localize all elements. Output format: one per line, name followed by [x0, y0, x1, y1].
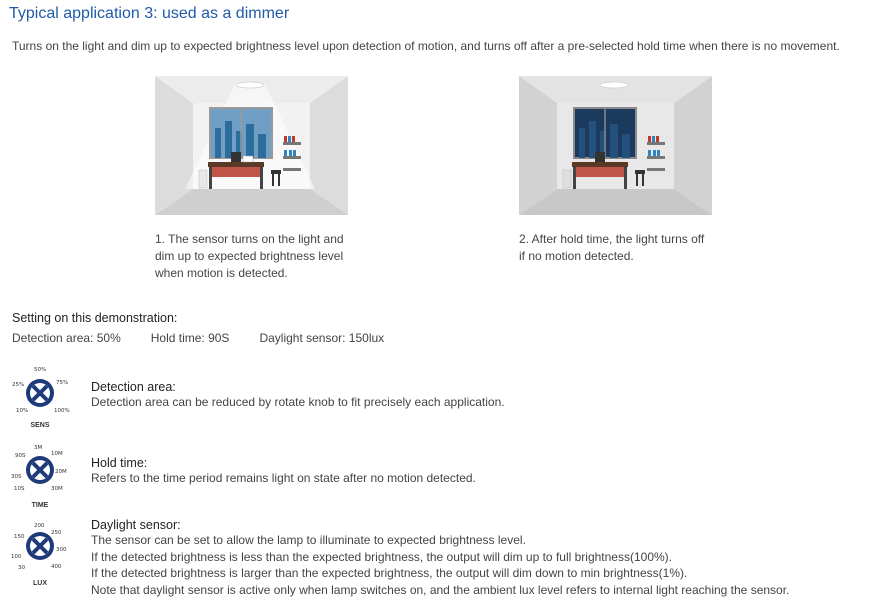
caption-line: when motion is detected.	[155, 266, 288, 280]
room-illustration-light-on	[155, 76, 348, 215]
lux-tick: 300	[56, 547, 67, 553]
time-tick: 30S	[11, 474, 22, 480]
time-tick: 10M	[51, 451, 63, 457]
room-illustration-light-off	[519, 76, 712, 215]
scene-1-caption	[155, 231, 344, 282]
detection-area-title: Detection area:	[91, 380, 176, 394]
sens-knob-dial-icon	[10, 362, 70, 422]
hold-time-text: Refers to the time period remains light on state after no motion detected.	[91, 471, 476, 485]
time-tick: 30M	[51, 486, 63, 492]
time-knob	[10, 440, 70, 520]
time-knob-dial-icon	[10, 440, 70, 500]
caption-line: 1. The sensor turns on the light and	[155, 232, 344, 246]
time-tick: 3M	[34, 445, 43, 451]
lux-tick: 250	[51, 530, 62, 536]
time-tick: 20M	[55, 469, 67, 475]
sens-tick: 25%	[12, 382, 25, 388]
settings-heading: Setting on this demonstration:	[12, 311, 178, 325]
intro-text: Turns on the light and dim up to expected brightness level upon detection of motion, and turns off after a pre-selected hold time when there is no movement.	[12, 39, 840, 53]
hold-time-item	[91, 456, 476, 487]
daylight-sensor-item	[91, 518, 789, 598]
lux-knob-dial-icon	[10, 518, 70, 578]
lux-tick: 400	[51, 564, 62, 570]
settings-values	[12, 331, 414, 345]
detection-area-text: Detection area can be reduced by rotate knob to fit precisely each application.	[91, 395, 505, 409]
setting-hold-time: Hold time: 90S	[150, 331, 230, 345]
lux-tick: 200	[34, 523, 45, 529]
setting-detection-area: Detection area: 50%	[12, 331, 121, 345]
lux-tick: 150	[14, 534, 25, 540]
time-tick: 90S	[15, 453, 26, 459]
daylight-sensor-line: If the detected brightness is less than the expected brightness, the output will dim up to full brightness(100%).	[91, 549, 672, 564]
time-tick: 10S	[14, 486, 25, 492]
page-title: Typical application 3: used as a dimmer	[9, 5, 290, 22]
caption-line: 2. After hold time, the light turns off	[519, 232, 705, 246]
daylight-sensor-line: If the detected brightness is larger than the expected brightness, the output will dim down to min brightness(1%).	[91, 566, 688, 580]
detection-area-item	[91, 380, 505, 411]
hold-time-title: Hold time:	[91, 456, 148, 470]
sens-knob	[10, 362, 70, 442]
lux-tick: 30	[18, 565, 25, 571]
sens-tick: 10%	[16, 408, 29, 414]
caption-line: dim up to expected brightness level	[155, 249, 344, 263]
lux-knob-label: LUX	[33, 580, 47, 587]
daylight-sensor-line: The sensor can be set to allow the lamp to illuminate to expected brightness level.	[91, 533, 526, 547]
sens-tick: 50%	[34, 367, 47, 373]
daylight-sensor-title: Daylight sensor:	[91, 518, 181, 532]
lux-tick: 100	[11, 554, 22, 560]
setting-daylight-sensor: Daylight sensor: 150lux	[259, 331, 385, 345]
time-knob-label: TIME	[31, 502, 49, 509]
sens-tick: 75%	[56, 380, 69, 386]
caption-line: if no motion detected.	[519, 249, 634, 263]
scene-2-caption	[519, 231, 704, 265]
sens-knob-label: SENS	[30, 422, 50, 429]
lux-knob	[10, 518, 70, 598]
daylight-sensor-line: Note that daylight sensor is active only when lamp switches on, and the ambient lux level refers to internal light reaching the sensor.	[91, 582, 790, 597]
sens-tick: 100%	[54, 408, 70, 414]
